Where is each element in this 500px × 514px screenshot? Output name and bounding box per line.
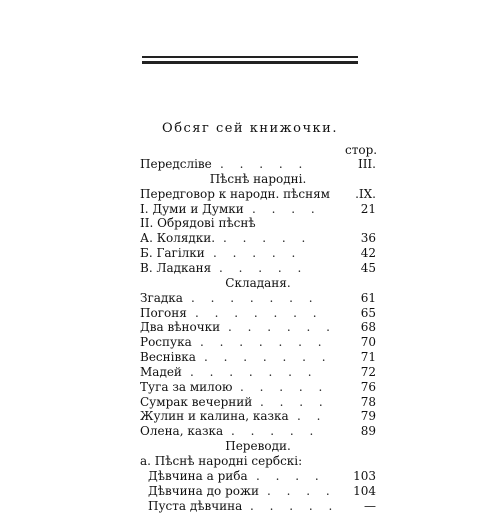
toc-entry: [140, 291, 376, 306]
toc-entry: [140, 499, 376, 514]
toc-entry-label: Жулин и калина, казка: [140, 409, 289, 424]
section-heading: Переводи.: [225, 439, 291, 454]
toc-entry: [140, 409, 376, 424]
leader-dots: . . . .: [260, 394, 329, 409]
toc-entry: [140, 454, 376, 469]
toc-entry-label: Веснівка: [140, 350, 196, 365]
toc-entry-page: 89: [360, 424, 376, 439]
toc-entry-page: 68: [360, 320, 376, 335]
toc-entry-label: Роспука: [140, 335, 192, 350]
toc-entry-label: Два вѣночки: [140, 320, 221, 335]
section-heading: Пѣснѣ народні.: [209, 171, 307, 186]
toc-entry-page: 45: [360, 260, 376, 275]
toc-entry-label: Погоня: [140, 305, 187, 320]
toc-entry-label: В. Ладканя: [140, 260, 212, 275]
toc-entry-page: 71: [360, 350, 376, 365]
toc-entry-page: 36: [360, 231, 376, 246]
leader-dots: . . . . .: [220, 157, 309, 171]
toc-entry-page: 79: [360, 409, 376, 424]
leader-dots: . . . . . . .: [190, 364, 318, 379]
toc-entry: [140, 187, 376, 202]
toc-entry: [140, 380, 376, 395]
toc-entry-label: Мадей: [140, 364, 182, 379]
toc-entry-page: 104: [353, 483, 376, 498]
toc-entry: [140, 320, 376, 335]
toc-entry-label: Дѣвчина до рожи: [148, 483, 260, 498]
leader-dots: . . . . .: [250, 498, 339, 513]
toc-entry: [140, 231, 376, 246]
toc-entry-page: 72: [360, 364, 376, 379]
toc-entry-label: Туга за милою: [140, 379, 233, 394]
leader-dots: . . . . . . .: [204, 350, 332, 365]
leader-dots: . . . .: [267, 483, 336, 498]
toc-entry-label: Б. Гагілки: [140, 246, 205, 261]
toc-entry: [140, 202, 376, 217]
top-rule-thick: [142, 61, 358, 64]
leader-dots: . . . .: [256, 468, 325, 483]
leader-dots: . . . . . . .: [195, 305, 323, 320]
leader-dots: . . . . . . .: [200, 335, 328, 350]
toc-entry-page: —: [364, 498, 376, 513]
toc-entry-label: ІІ. Обрядові пѣснѣ: [140, 216, 256, 231]
toc-entry: [140, 350, 376, 365]
toc-entry-label: Дѣвчина а риба: [148, 468, 248, 483]
toc-entry-label: Згадка: [140, 290, 183, 305]
page-column-header: стор.: [345, 143, 378, 157]
toc-entry-page: 42: [360, 246, 376, 261]
toc-entry: [140, 395, 376, 410]
toc-entry-page: III.: [357, 157, 376, 171]
toc-entry-page: 103: [353, 468, 376, 483]
toc-entry-page: 65: [360, 305, 376, 320]
toc-entry-label: Пуста дѣвчина: [148, 498, 243, 513]
section-heading: Складаня.: [225, 275, 291, 290]
toc-entry-label: Передсліве: [140, 157, 212, 171]
toc-entry: [140, 335, 376, 350]
leader-dots: . . . . .: [213, 246, 302, 261]
toc-entry-label: І. Думи и Думки: [140, 201, 244, 216]
toc-entry: [140, 424, 376, 439]
toc-entry-label: Сумрак вечерний: [140, 394, 253, 409]
toc-entry: [140, 157, 376, 172]
toc-entry: [140, 484, 376, 499]
toc-entry-label: Олена, казка: [140, 424, 224, 439]
leader-dots: . .: [297, 409, 327, 424]
top-rule-thin: [142, 56, 358, 58]
toc-entry-page: 21: [360, 201, 376, 216]
leader-dots: . . . . .: [223, 231, 312, 246]
toc-entry-page: 76: [360, 379, 376, 394]
toc-entry: [140, 216, 376, 231]
toc-entry: [140, 469, 376, 484]
toc-entry-page: .IX.: [355, 186, 376, 201]
toc-entry-label: А. Колядки.: [140, 231, 216, 246]
toc-entry-label: Передговор к народн. пѣсням: [140, 186, 330, 201]
leader-dots: . . . . .: [231, 424, 320, 439]
toc-entry: [140, 261, 376, 276]
toc-entry-page: 61: [360, 290, 376, 305]
leader-dots: . . . . .: [219, 260, 308, 275]
leader-dots: . . . . . . .: [191, 290, 319, 305]
leader-dots: . . . .: [252, 201, 321, 216]
toc-entry: [140, 365, 376, 380]
leader-dots: . . . . . .: [228, 320, 336, 335]
toc-title: Обсяг сей книжочки.: [162, 121, 338, 136]
toc-entry: [140, 306, 376, 321]
leader-dots: . . . . .: [240, 379, 329, 394]
toc-entry-page: 78: [360, 394, 376, 409]
toc-entry: [140, 246, 376, 261]
toc-entry-page: 70: [360, 335, 376, 350]
toc-entry-label: а. Пѣснѣ народні сербскі:: [140, 454, 303, 468]
